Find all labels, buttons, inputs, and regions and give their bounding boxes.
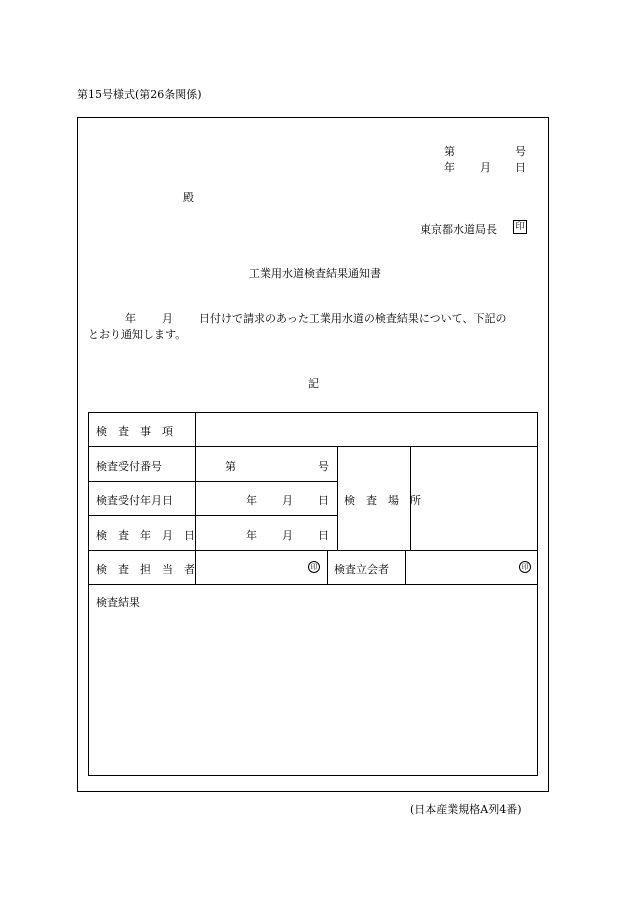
inspection-date-day: 日 <box>318 529 329 542</box>
date-year: 年 <box>444 161 455 174</box>
body-text-line2: とおり通知します。 <box>88 328 187 341</box>
date-day: 日 <box>515 161 526 174</box>
receipt-date-day: 日 <box>318 494 329 507</box>
col-line-witness-left <box>327 550 328 584</box>
body-text-line1: 日付けで請求のあった工業用水道の検査結果について、下記の <box>199 312 507 325</box>
inspection-date-month: 月 <box>282 529 293 542</box>
label-inspector: 検 査 担 当 者 <box>96 563 195 576</box>
label-witness: 検査立会者 <box>334 563 389 576</box>
label-receipt-date: 検査受付年月日 <box>96 494 173 507</box>
label-receipt-number: 検査受付番号 <box>96 460 162 473</box>
doc-number-prefix: 第 <box>444 145 455 158</box>
inspection-date-year: 年 <box>246 529 257 542</box>
form-number: 第15号様式(第26条関係) <box>77 88 202 101</box>
row-line-4 <box>88 550 538 551</box>
issuer-seal: 印 <box>513 220 527 234</box>
row-line-3 <box>88 515 337 516</box>
issuer-name: 東京都水道局長 <box>420 223 497 236</box>
document-title: 工業用水道検査結果通知書 <box>249 267 381 280</box>
body-year: 年 <box>125 312 136 325</box>
row-line-5 <box>88 584 538 585</box>
body-month: 月 <box>162 312 173 325</box>
label-inspection-item: 検 査 事 項 <box>96 425 173 438</box>
label-inspection-place: 検 査 場 所 <box>344 494 421 507</box>
col-line-mid <box>337 446 338 550</box>
col-line-label <box>195 412 196 584</box>
row-line-1 <box>88 446 538 447</box>
row-line-2 <box>88 481 337 482</box>
receipt-number-prefix: 第 <box>225 460 236 473</box>
date-month: 月 <box>480 161 491 174</box>
addressee-suffix: 殿 <box>183 191 194 204</box>
receipt-number-suffix: 号 <box>318 460 329 473</box>
label-inspection-date: 検 査 年 月 日 <box>96 529 195 542</box>
label-inspection-result: 検査結果 <box>96 596 140 609</box>
doc-number-suffix: 号 <box>515 145 526 158</box>
receipt-date-year: 年 <box>246 494 257 507</box>
col-line-witness-right <box>405 550 406 584</box>
inspector-seal: 印 <box>308 561 320 573</box>
receipt-date-month: 月 <box>282 494 293 507</box>
ki-mark: 記 <box>308 377 319 390</box>
witness-seal: 印 <box>519 561 531 573</box>
paper-size-note: (日本産業規格A列4番) <box>410 803 522 816</box>
